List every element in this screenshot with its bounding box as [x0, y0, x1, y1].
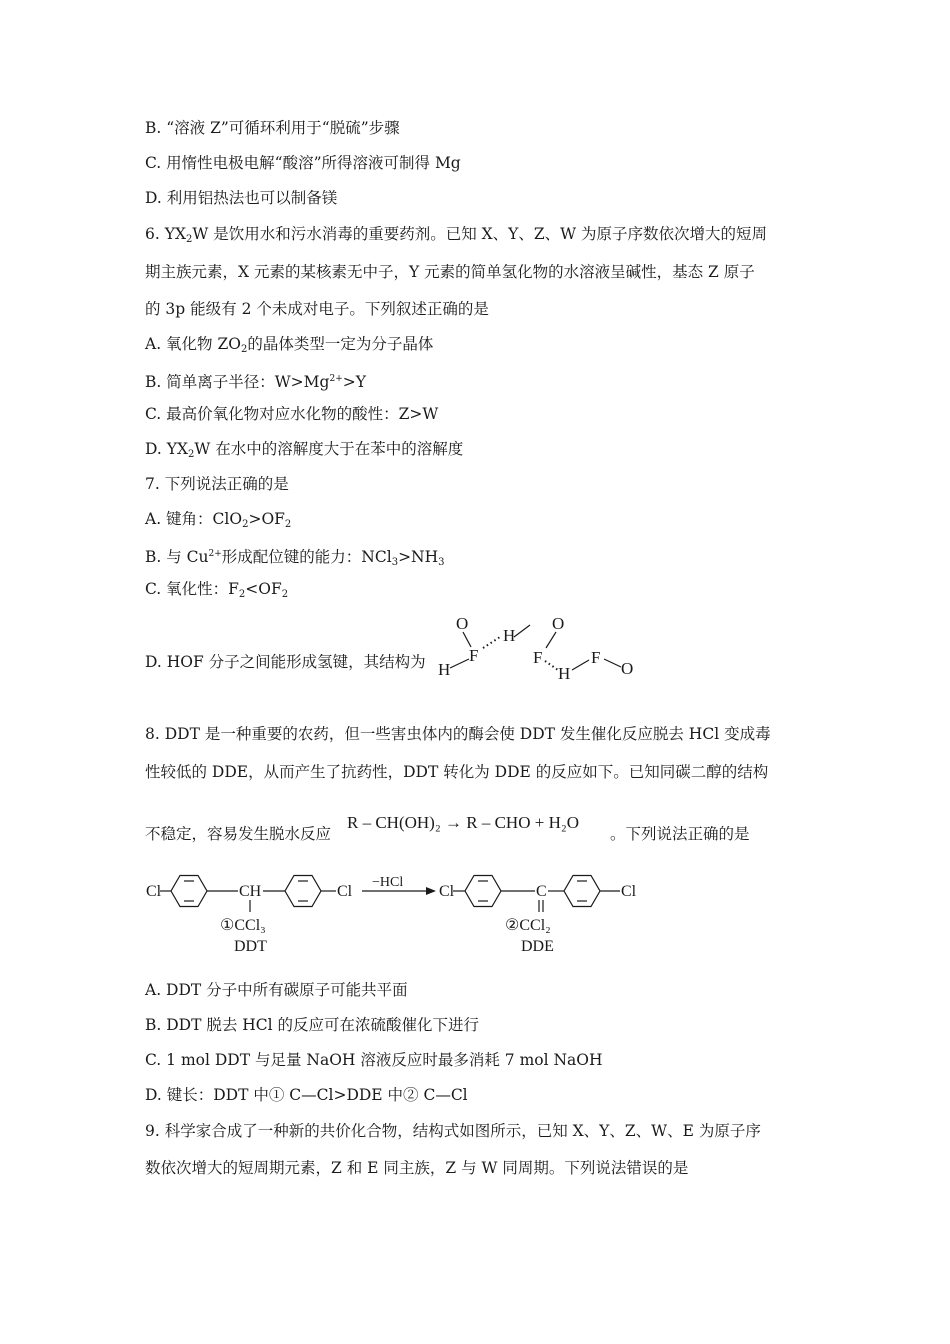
hof-hydrogen-bond [545, 661, 558, 670]
ddt-label: DDT [234, 938, 267, 955]
q6-option-d: D. $YX_2W$ 在水中的溶解度大于在苯中的溶解度 [145, 440, 464, 460]
q6-option-c: C. 最高价氧化物对应水化物的酸性：Z>W [145, 405, 439, 423]
hof-atom-f3: F [591, 648, 601, 667]
q7-option-c: C. 氧化性：$F_2<OF_2$ [145, 580, 289, 600]
dehydration-equation-text: R – CH(OH)₂ → R – CHO + H₂O [347, 813, 580, 832]
q7-option-a: A. 键角：$ClO_2>OF_2$ [145, 510, 292, 530]
hof-bond [604, 659, 621, 667]
hof-atom-f2: F [533, 648, 543, 667]
q6-option-a: A. 氧化物 $ZO_2$的晶体类型一定为分子晶体 [145, 335, 434, 355]
q8-stem-line3-suffix: 。下列说法正确的是 [610, 825, 750, 843]
q6-stem-line2: 期主族元素，X 元素的某核素无中子，Y 元素的简单氢化物的水溶液呈碱性，基态 Z 原子 [145, 263, 755, 281]
q9-stem-line2: 数依次增大的短周期元素，Z 和 E 同主族，Z 与 W 同周期。下列说法错误的是 [145, 1159, 689, 1177]
q5-option-c: C. 用惰性电极电解“酸溶”所得溶液可制得 Mg [145, 154, 461, 172]
q7-stem: 7. 下列说法正确的是 [145, 475, 289, 493]
dde-benzene-ring-left [465, 876, 501, 907]
q6-option-b: B. 简单离子半径：$W>Mg^{2+}>Y$ [145, 373, 366, 391]
hof-atom-h3: H [558, 664, 571, 683]
hof-atom-o3: O [621, 659, 634, 678]
ddt-dde-reaction-scheme [140, 862, 650, 960]
dde-cl-right: Cl [621, 883, 637, 900]
q7-option-b: B. 与 $Cu^{2+}$形成配位键的能力：$NCl_3>NH_3$ [145, 548, 445, 568]
hof-hydrogen-bond [483, 637, 500, 648]
hof-atom-h1: H [438, 660, 451, 679]
ddt-ch: CH [239, 883, 262, 900]
q8-option-c: C. 1 mol DDT 与足量 NaOH 溶液反应时最多消耗 7 mol NaOH [145, 1051, 603, 1069]
hof-atom-h2: H [503, 626, 516, 645]
q8-stem-line1: 8. DDT 是一种重要的农药，但一些害虫体内的酶会使 DDT 发生催化反应脱去 HCl 变成毒 [145, 725, 771, 743]
dde-cl-left: Cl [439, 883, 455, 900]
hof-bond [514, 625, 530, 637]
hof-bond [572, 660, 589, 670]
hof-atom-o1: O [456, 614, 469, 633]
q7-option-d: D. HOF 分子之间能形成氢键，其结构为 [145, 653, 426, 671]
dehydration-equation [345, 806, 615, 840]
hof-bond [463, 632, 471, 647]
ddt-cl-left: Cl [146, 883, 162, 900]
dde-ccl2-group: ②CCl₂ [505, 917, 551, 934]
hof-bond [546, 632, 556, 648]
ddt-benzene-ring-right [285, 876, 321, 907]
dde-label: DDE [521, 938, 554, 955]
hof-atom-o2: O [552, 614, 565, 633]
ddt-cl-right: Cl [337, 883, 353, 900]
q6-stem-line3: 的 3p 能级有 2 个未成对电子。下列叙述正确的是 [145, 300, 489, 318]
q5-option-d: D. 利用铝热法也可以制备镁 [145, 189, 338, 207]
q8-option-b: B. DDT 脱去 HCl 的反应可在浓硫酸催化下进行 [145, 1016, 480, 1034]
reaction-arrow-head [426, 887, 436, 895]
hof-bond [450, 659, 469, 668]
ddt-benzene-ring-left [171, 876, 207, 907]
q6-stem-line1: 6. $YX_2W$ 是饮用水和污水消毒的重要药剂。已知 X、Y、Z、W 为原子序数依次增大的短周 [145, 225, 768, 245]
q8-option-d: D. 键长：DDT 中① C—Cl>DDE 中② C—Cl [145, 1086, 468, 1104]
dde-c: C [536, 883, 547, 900]
q8-stem-line3 [145, 824, 331, 844]
ddt-ccl3-group: ①CCl₃ [220, 917, 266, 934]
reaction-arrow-label: −HCl [372, 875, 404, 890]
q8-stem-line3-prefix: 不稳定，容易发生脱水反应 [145, 825, 332, 843]
q5-option-b: B. “溶液 Z”可循环利用于“脱硫”步骤 [145, 119, 400, 137]
q8-stem-line2: 性较低的 DDE，从而产生了抗药性，DDT 转化为 DDE 的反应如下。已知同碳二醇的结构 [145, 763, 769, 781]
hof-hydrogen-bond-structure [432, 610, 652, 685]
q8-option-a: A. DDT 分子中所有碳原子可能共平面 [145, 981, 408, 999]
q9-stem-line1: 9. 科学家合成了一种新的共价化合物，结构式如图所示，已知 X、Y、Z、W、E 为原子序 [145, 1122, 761, 1140]
dde-benzene-ring-right [564, 876, 600, 907]
hof-atom-f1: F [469, 646, 479, 665]
